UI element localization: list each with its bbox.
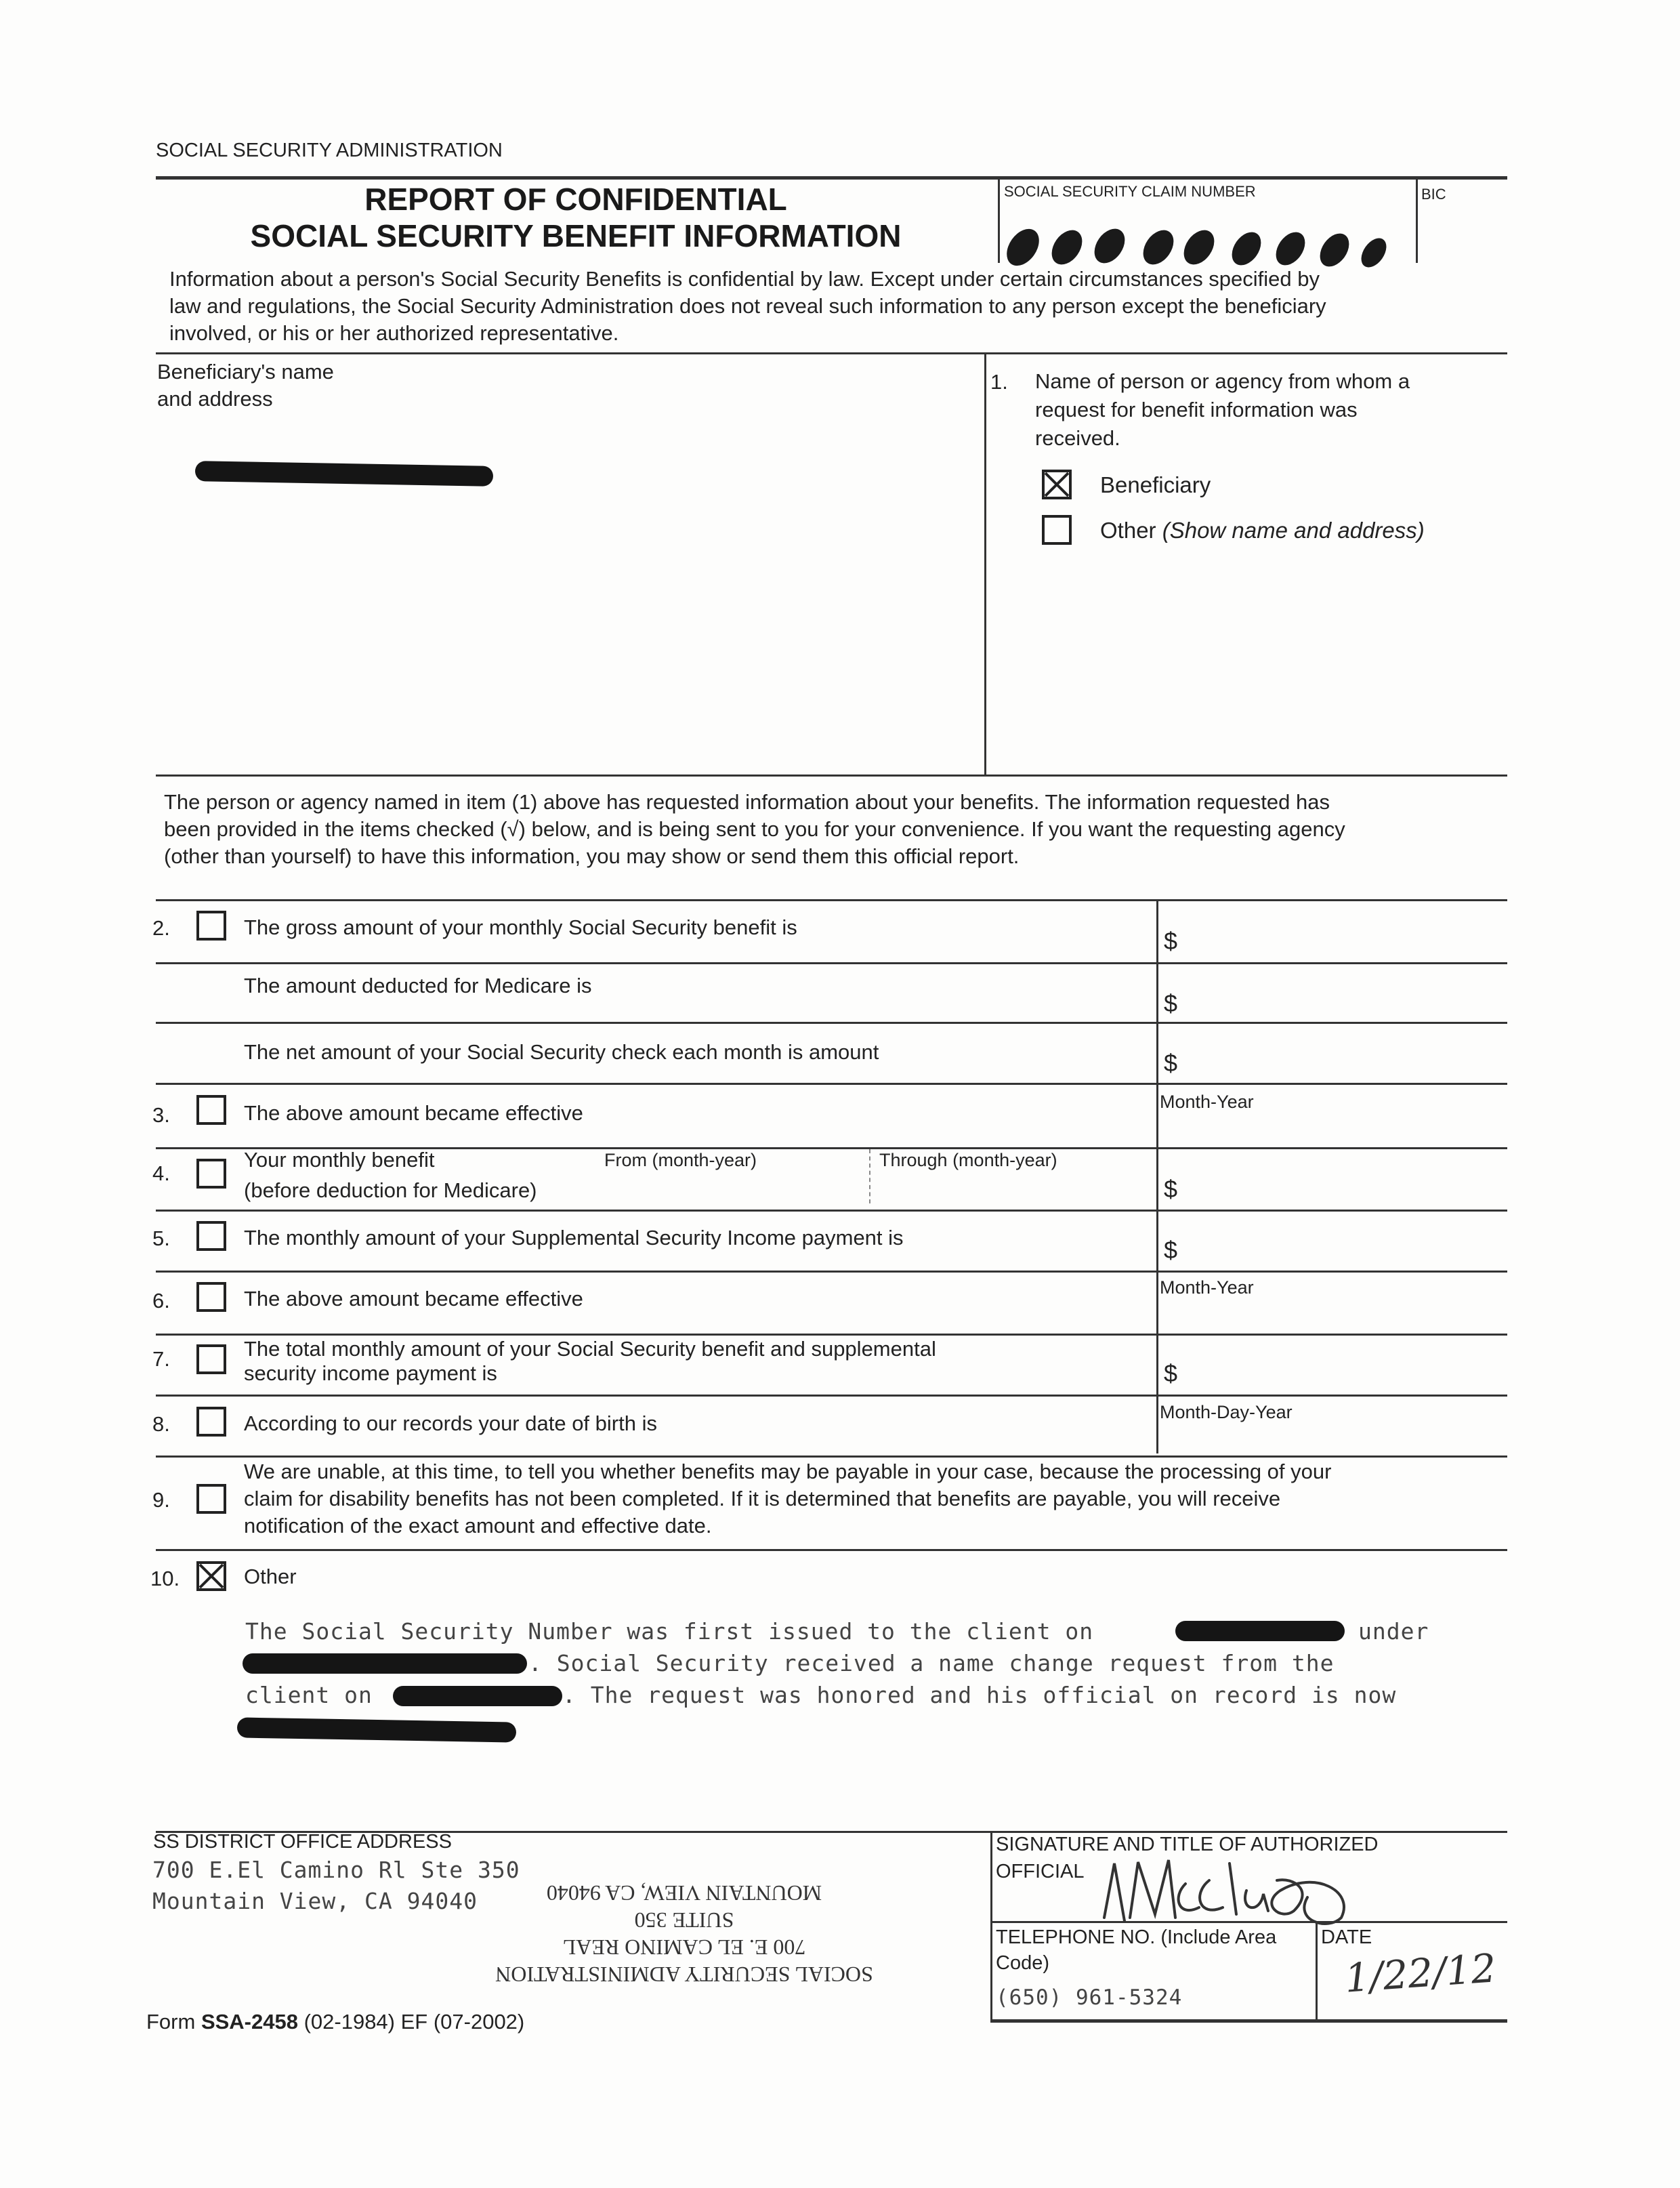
item1-line3: received. [1035,426,1120,450]
header-rule [156,176,1507,180]
date-box-left-border [1316,1921,1318,2021]
medicare-dollar: $ [1164,989,1178,1017]
telephone-label-line2: Code) [996,1952,1049,1974]
stamp-line4: MOUNTAIN VIEW, CA 94040 [546,1881,822,1905]
district-office-line1: 700 E.El Camino Rl Ste 350 [152,1857,520,1883]
date-label: DATE [1321,1926,1372,1948]
item1-line2: request for benefit information was [1035,398,1358,421]
form-suffix: (02-1984) EF (07-2002) [297,2010,525,2034]
item4-dollar: $ [1164,1175,1178,1203]
beneficiary-divider [984,354,986,775]
item4-through-label: Through (month-year) [879,1150,1057,1170]
item4-line2: (before deduction for Medicare) [244,1178,537,1202]
form-number [146,2010,524,2034]
item9-line2: claim for disability benefits has not been completed. If it is determined that benefits are payable, you will receive [244,1487,1281,1510]
item7-dollar: $ [1164,1359,1178,1387]
item3-text: The above amount became effective [244,1101,583,1125]
intro-line3: involved, or his or her authorized representative. [169,321,619,345]
redacted-current-name [237,1717,516,1742]
item8-date-of-birth-label: Month-Day-Year [1160,1402,1293,1422]
item6-number: 6. [152,1289,170,1313]
item10-checkbox[interactable] [196,1561,226,1591]
claim-number-label: SOCIAL SECURITY CLAIM NUMBER [1004,183,1256,200]
row-rule [156,1210,1507,1212]
form-title-line2: SOCIAL SECURITY BENEFIT INFORMATION [250,218,902,253]
other-requester-checkbox[interactable] [1042,515,1072,545]
other-text-line1a: The Social Security Number was first issued to the client on [245,1618,1094,1645]
agency-name: SOCIAL SECURITY ADMINISTRATION [156,140,503,161]
other-text-line1b: under [1358,1618,1429,1645]
row-rule [156,1022,1507,1024]
district-office-label: SS DISTRICT OFFICE ADDRESS [153,1831,452,1853]
notice-line1: The person or agency named in item (1) above has requested information about your benefits. The information requested has [164,790,1330,814]
row-rule [156,1549,1507,1551]
item1-number: 1. [990,370,1008,394]
notice-line3: (other than yourself) to have this information, you may show or send them this official report. [164,844,1020,868]
form-title-line1: REPORT OF CONFIDENTIAL [364,182,787,217]
form-prefix: Form [146,2010,201,2034]
intro-line1: Information about a person's Social Security Benefits is confidential by law. Except under certain circumstances specified by [169,267,1320,291]
row-rule [156,962,1507,964]
redacted-beneficiary-name [195,461,493,487]
item7-line1: The total monthly amount of your Social Security benefit and supplemental [244,1337,936,1361]
item5-checkbox[interactable] [196,1221,226,1251]
item9-number: 9. [152,1488,170,1512]
item2-number: 2. [152,916,170,940]
item4-number: 4. [152,1161,170,1185]
item8-number: 8. [152,1412,170,1436]
item2-dollar: $ [1164,927,1178,955]
item8-text: According to our records your date of birth is [244,1411,657,1435]
item4-divider [869,1149,870,1203]
bic-box-left-border [1416,178,1418,263]
signature-rule [990,1921,1507,1923]
other-requester-note: (Show name and address) [1162,518,1425,543]
item6-text: The above amount became effective [244,1287,583,1310]
official-signature [1091,1843,1389,1931]
beneficiary-checkbox[interactable] [1042,470,1072,499]
form-id: SSA-2458 [201,2010,298,2034]
other-text-line2: . Social Security received a name change request from the [528,1650,1335,1676]
item6-month-year-label: Month-Year [1160,1277,1254,1298]
table-top-rule [156,899,1507,901]
section-rule [156,775,1507,777]
item5-text: The monthly amount of your Supplemental Security Income payment is [244,1226,904,1250]
row-rule [156,1271,1507,1273]
other-text-line3b: . The request was honored and his official on record is now [562,1682,1397,1708]
row-rule [156,1334,1507,1336]
item2-checkbox[interactable] [196,911,226,941]
item3-month-year-label: Month-Year [1160,1092,1254,1112]
stamp-line2: 700 E. EL CAMINO REAL [562,1935,806,1960]
item10-number: 10. [150,1567,180,1590]
redacted-change-date [393,1686,562,1706]
row-rule [156,1395,1507,1397]
telephone-value: (650) 961-5324 [996,1985,1183,2010]
stamp-line3: SUITE 350 [634,1908,734,1933]
item4-checkbox[interactable] [196,1159,226,1189]
amount-column-divider [1156,901,1158,1453]
other-requester-label: Other [1100,518,1156,543]
item2-text: The gross amount of your monthly Social Security benefit is [244,915,797,939]
item10-text: Other [244,1565,297,1588]
item7-number: 7. [152,1347,170,1371]
stamp-line1: SOCIAL SECURITY ADMINISTRATION [495,1962,873,1987]
item9-checkbox[interactable] [196,1484,226,1514]
item9-line3: notification of the exact amount and effective date. [244,1514,712,1537]
item7-line2: security income payment is [244,1361,497,1385]
other-requester-option [1100,518,1425,543]
beneficiary-label-line1: Beneficiary's name [157,360,334,384]
item1-line1: Name of person or agency from whom a [1035,369,1410,393]
date-value: 1/22/12 [1343,1945,1498,2002]
item4-line1: Your monthly benefit [244,1148,435,1172]
intro-rule [156,352,1507,354]
district-office-line2: Mountain View, CA 94040 [152,1888,478,1914]
item3-number: 3. [152,1103,170,1127]
intro-line2: law and regulations, the Social Security Administration does not reveal such information to any person except the beneficiary [169,294,1326,318]
net-amount-text: The net amount of your Social Security check each month is amount [244,1040,879,1064]
redacted-former-name [243,1653,527,1674]
signature-label-line1: SIGNATURE AND TITLE OF AUTHORIZED [996,1834,1379,1855]
medicare-text: The amount deducted for Medicare is [244,974,592,997]
item8-checkbox[interactable] [196,1407,226,1437]
notice-line2: been provided in the items checked (√) below, and is being sent to you for your convenience. If you want the requesting agency [164,817,1345,841]
other-text-line3a: client on [245,1682,373,1708]
signature-box-left-border [990,1831,992,2021]
net-amount-dollar: $ [1164,1049,1178,1077]
redacted-issue-date [1175,1621,1345,1641]
item6-checkbox[interactable] [196,1282,226,1312]
bic-label: BIC [1421,186,1446,203]
item3-checkbox[interactable] [196,1095,226,1125]
telephone-label-line1: TELEPHONE NO. (Include Area [996,1926,1277,1948]
office-stamp [474,1880,894,1988]
row-rule [156,1083,1507,1085]
beneficiary-label-line2: and address [157,387,273,411]
item9-line1: We are unable, at this time, to tell you whether benefits may be payable in your case, because the processing of your [244,1460,1332,1483]
row-rule [156,1456,1507,1458]
beneficiary-option-label: Beneficiary [1100,472,1211,497]
item4-from-label: From (month-year) [604,1150,757,1170]
signature-label-line2: OFFICIAL [996,1861,1085,1882]
item5-number: 5. [152,1226,170,1250]
footer-bottom-rule [990,2019,1507,2023]
item7-checkbox[interactable] [196,1344,226,1374]
item5-dollar: $ [1164,1236,1178,1264]
